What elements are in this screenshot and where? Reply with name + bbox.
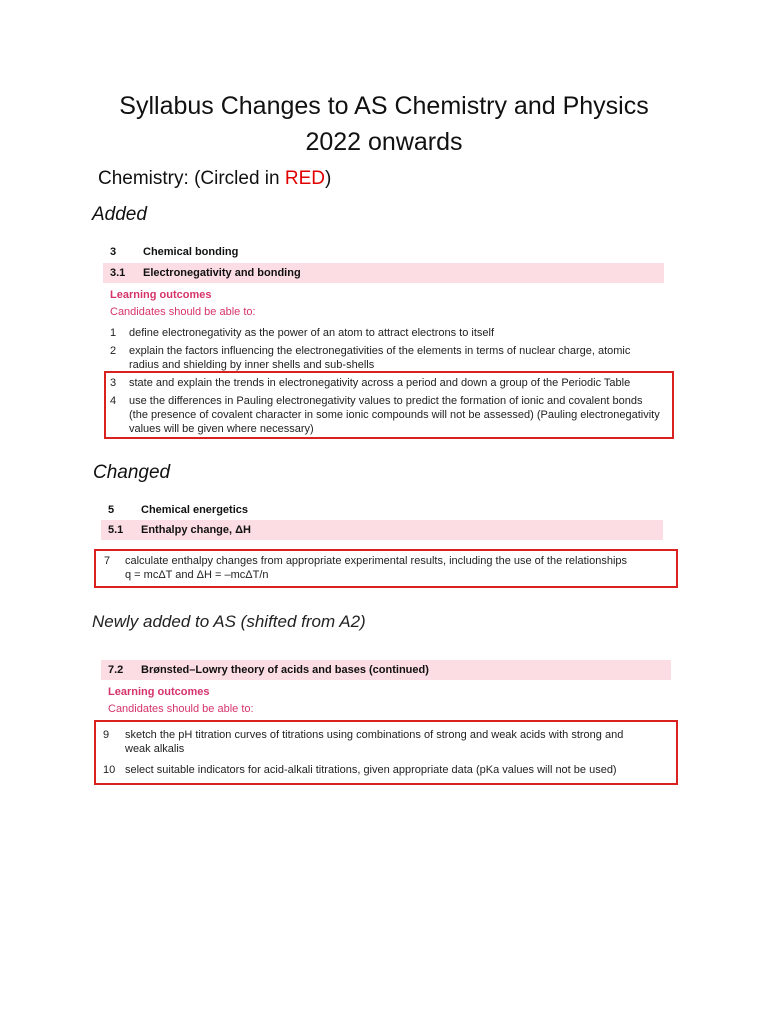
added-item-3 (110, 376, 670, 390)
added-item-2-line-1: explain the factors influencing the electronegativities of the elements in terms of nuclear charge, atomic (129, 345, 631, 357)
changed-subsection-band (101, 520, 663, 540)
added-item-2-line-2: radius and shielding by inner shells and sub-shells (129, 359, 375, 371)
added-item-4-line-2: (the presence of covalent character in some ionic compounds will not be assessed) (Pauling electronegativity (129, 409, 660, 421)
changed-item-7-line-1: calculate enthalpy changes from appropriate experimental results, including the use of the relationships (125, 555, 628, 567)
added-candidates-text: Candidates should be able to: (110, 306, 256, 318)
changed-item-7-line-2: q = mcΔT and ΔH = –mcΔT/n (125, 569, 269, 581)
chemistry-heading-prefix: Chemistry: (Circled in (98, 168, 285, 189)
changed-subsection-title: Enthalpy change, ΔH (141, 524, 251, 536)
newly-item-10-number: 10 (103, 764, 116, 776)
newly-candidates-text: Candidates should be able to: (108, 703, 254, 715)
newly-item-9-line-1: sketch the pH titration curves of titrations using combinations of strong and weak acids with strong and (125, 729, 624, 741)
added-learning-outcomes-label: Learning outcomes (110, 289, 212, 301)
added-item-4 (110, 394, 670, 436)
changed-item-7 (104, 554, 674, 582)
newly-learning-outcomes-label: Learning outcomes (108, 686, 210, 698)
added-subsection-band (103, 263, 664, 283)
added-item-4-line-1: use the differences in Pauling electronegativity values to predict the formation of ionic and covalent bonds (129, 395, 643, 407)
added-item-4-line-3: values will be given where necessary) (129, 423, 314, 435)
newly-subsection-title: Brønsted–Lowry theory of acids and bases (continued) (141, 664, 429, 676)
changed-section-number: 5 (108, 504, 115, 516)
chemistry-heading-suffix: ) (325, 168, 332, 189)
page-title-line-1: Syllabus Changes to AS Chemistry and Physics (119, 92, 649, 120)
added-section-title: Chemical bonding (143, 246, 239, 258)
added-item-3-number: 3 (110, 377, 117, 389)
added-item-3-line-1: state and explain the trends in electronegativity across a period and down a group of the Periodic Table (129, 377, 631, 389)
added-item-2 (110, 344, 670, 372)
newly-item-9-line-2: weak alkalis (125, 743, 185, 755)
changed-subsection-number: 5.1 (108, 524, 124, 536)
chemistry-heading-red: RED (284, 168, 325, 189)
newly-item-10 (103, 763, 675, 777)
changed-item-7-number: 7 (104, 555, 111, 567)
added-subsection-number: 3.1 (110, 267, 126, 279)
changed-section-title: Chemical energetics (141, 504, 248, 516)
added-section-number: 3 (110, 246, 117, 258)
added-item-4-number: 4 (110, 395, 117, 407)
chemistry-heading (98, 168, 331, 190)
page-title-line-2: 2022 onwards (305, 128, 463, 156)
newly-item-9 (103, 728, 675, 756)
newly-subsection-band (101, 660, 671, 680)
newly-item-10-line-1: select suitable indicators for acid-alkali titrations, given appropriate data (pKa values will not be used) (125, 764, 617, 776)
added-subsection-title: Electronegativity and bonding (143, 267, 301, 279)
added-item-2-number: 2 (110, 345, 117, 357)
added-item-1-line-1: define electronegativity as the power of an atom to attract electrons to itself (129, 327, 495, 339)
changed-heading: Changed (93, 462, 171, 483)
added-item-1 (110, 326, 670, 340)
newly-subsection-number: 7.2 (108, 664, 124, 676)
newly-added-heading: Newly added to AS (shifted from A2) (92, 612, 366, 631)
added-item-1-number: 1 (110, 327, 117, 339)
added-heading: Added (92, 204, 147, 225)
newly-item-9-number: 9 (103, 729, 110, 741)
